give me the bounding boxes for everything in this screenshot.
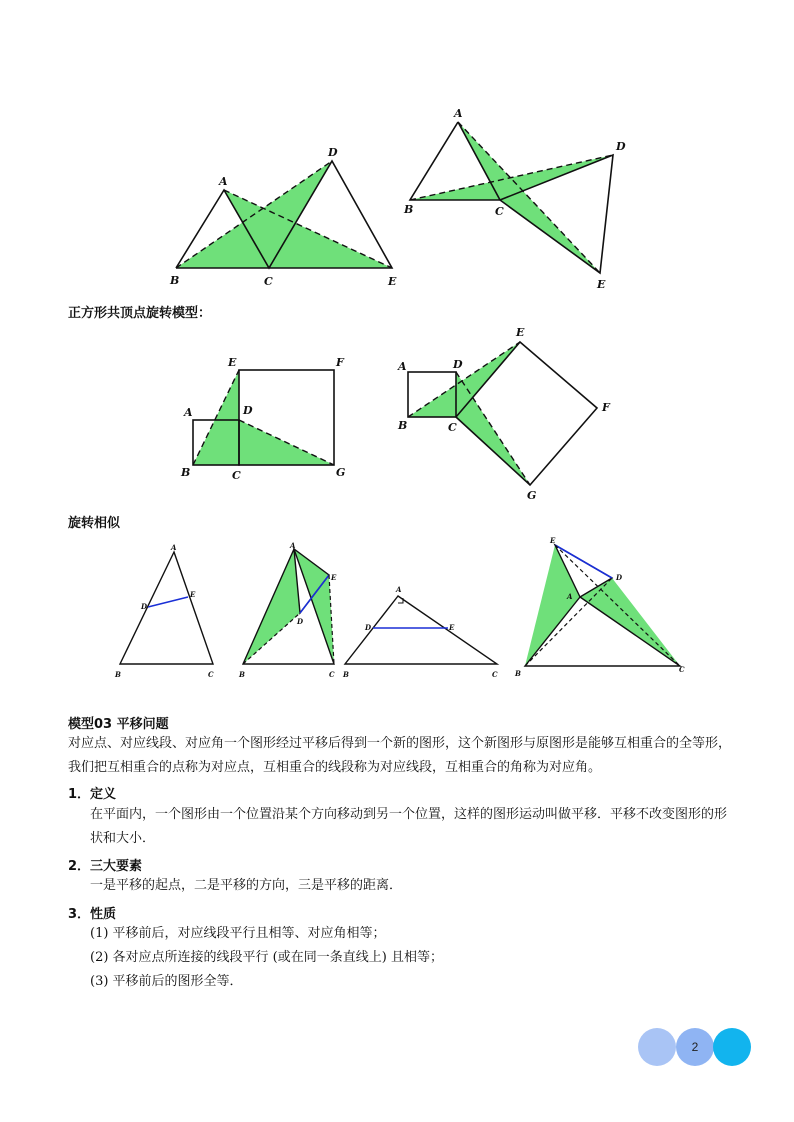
property-3: (3) 平移前后的图形全等． <box>90 974 243 989</box>
property-1: (1) 平移前后，对应线段平行且相等、对应角相等； <box>90 926 386 941</box>
page-number: 2 <box>691 1040 699 1054</box>
label: A <box>184 406 193 419</box>
section-heading-rotation-similar: 旋转相似 <box>68 516 121 531</box>
label: C <box>232 469 241 482</box>
label: D <box>328 146 338 159</box>
label: C <box>329 670 335 679</box>
label: A <box>567 592 573 601</box>
label: F <box>602 401 610 414</box>
label: C <box>448 421 457 434</box>
page-circle-right <box>713 1028 751 1066</box>
label: D <box>243 404 253 417</box>
label: B <box>239 670 245 679</box>
elements-heading: 2．三大要素 <box>68 859 143 874</box>
label: C <box>208 670 214 679</box>
definition-text: 在平面内，一个图形由一个位置沿某个方向移动到另一个位置，这样的图形运动叫做平移．平移不改变图形的形状和大小． <box>90 807 728 846</box>
figure-similar-triangle-1 <box>114 543 214 679</box>
figure-equilateral-pair <box>169 146 397 288</box>
label: B <box>115 670 121 679</box>
label: A <box>398 360 407 373</box>
label: D <box>453 358 463 371</box>
label: B <box>404 203 414 216</box>
label: E <box>516 326 525 339</box>
label: A <box>396 585 402 594</box>
figure-similar-triangle-4 <box>514 536 685 678</box>
label: E <box>331 573 337 582</box>
label: B <box>181 466 191 479</box>
label: C <box>679 665 685 674</box>
model03-title: 模型03 平移问题 <box>68 717 169 732</box>
label: B <box>343 670 349 679</box>
definition-heading: 1．定义 <box>68 787 117 802</box>
label: G <box>527 489 537 502</box>
label: D <box>297 617 304 626</box>
label: E <box>388 275 397 288</box>
label: B <box>170 274 180 287</box>
label: D <box>141 602 148 611</box>
label: E <box>228 356 237 369</box>
label: C <box>492 670 498 679</box>
label: E <box>449 623 455 632</box>
figure-similar-triangle-2 <box>238 541 337 679</box>
label: D <box>616 140 626 153</box>
label: A <box>171 543 177 552</box>
figure-rotated-triangles <box>403 107 626 291</box>
label: A <box>290 541 296 550</box>
intro-paragraph: 对应点、对应线段、对应角一个图形经过平移后得到一个新的图形，这个新图形与原图形是能够互相重合的全等形，我们把互相重合的点称为对应点，互相重合的线段称为对应线段，互相重合的角称为对应角。 <box>68 736 732 775</box>
figure-squares-aligned <box>180 356 345 482</box>
label: C <box>495 205 504 218</box>
page-circle-left <box>638 1028 676 1066</box>
section-heading-square-model: 正方形共顶点旋转模型： <box>68 306 212 321</box>
label: D <box>616 573 623 582</box>
property-2: (2) 各对应点所连接的线段平行 (或在同一条直线上) 且相等； <box>90 950 443 965</box>
label: B <box>398 419 408 432</box>
elements-text: 一是平移的起点，二是平移的方向，三是平移的距离． <box>90 878 403 893</box>
label: D <box>365 623 372 632</box>
label: A <box>454 107 463 120</box>
label: C <box>264 275 273 288</box>
label: B <box>515 669 521 678</box>
figure-squares-rotated <box>397 326 611 502</box>
properties-heading: 3．性质 <box>68 907 117 922</box>
label: G <box>336 466 346 479</box>
label: A <box>219 175 228 188</box>
label: E <box>190 590 196 599</box>
figure-similar-triangle-3 <box>342 585 498 679</box>
label: F <box>336 356 344 369</box>
label: E <box>597 278 606 291</box>
label: E <box>550 536 556 545</box>
